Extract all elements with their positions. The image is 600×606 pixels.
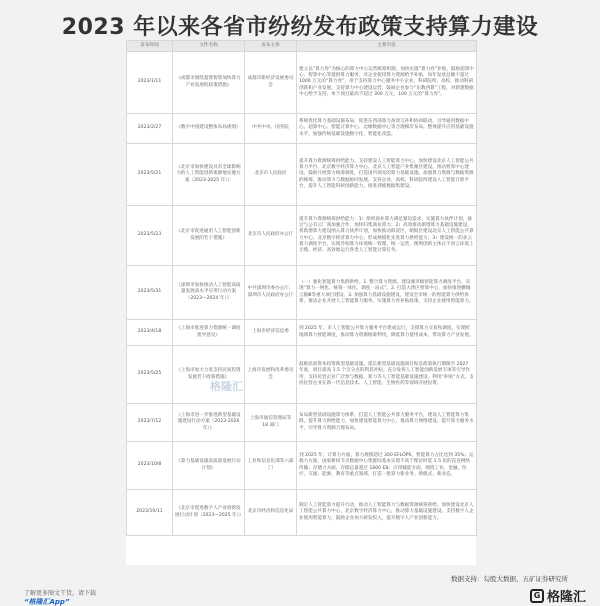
cell-content: 系统优化算力基础设施布局，促进东西部算力高效互补和协同联动，引导通用数据中心、超算中心、智能计算中心、边缘数据中心等合理梯次布局。整体提升应用基础设施水平，加强传统基础设施数字化、智能化改造。	[297, 114, 477, 144]
brand-logo	[530, 586, 586, 605]
policy-table-container	[126, 40, 476, 565]
cell-file: 《深圳市加快推动人工智能高质量发展高水平应用行动方案（2023—2024 年）》	[173, 266, 245, 320]
logo-icon: G	[530, 589, 544, 603]
source-note: 数据支持：勾股大数据、五矿证券研究所	[451, 575, 568, 583]
watermark: 格隆汇	[210, 380, 243, 393]
cell-file: 《上海市推进算力资源统一调度指导意见》	[173, 320, 245, 346]
table-header-row	[127, 41, 477, 52]
cell-content: 到 2025 年，计算力方面，算力规模超过 300 EFLOPS，智能算力占比达到 35%；运载力方面，国家枢纽节点数据中心集群间基本实现不高于理论时延 1.5 倍的直连网络传输；存储力方面，存储总量超过 1800 EB；应用赋能方面，围绕工业、金融、医疗、交通、能源、教育等重点领域，打造一批算力新业务、新模式、新业态。	[297, 442, 477, 490]
header-publisher: 发布主体	[245, 41, 297, 52]
page-title: 2023 年以来各省市纷纷发布政策支持算力建设	[61, 15, 539, 40]
table-row	[127, 442, 477, 490]
cell-file: 《北京市促进通用人工智能创新发展的若干措施》	[173, 206, 245, 266]
header-date: 发布时间	[127, 41, 173, 52]
header-content: 主要内容	[297, 41, 477, 52]
cell-content: （一）强化智能算力集群供给。1. 整合算力资源，建设城市级智能算力调度平台，实现“算力一网化、统筹一体化、调度一站式”。2. 打造大湾区智算中心，加快推进鹏城云脑Ⅲ等重大项目建设。3. 加强算力基础设施建设，建设全市统一的智能算力供给体系，推动企业开展人工智能算力服务。实施算力券补贴政策，支持企业使用智能算力。	[297, 266, 477, 320]
cell-date: 2023/4/18	[127, 320, 173, 346]
cell-publisher: 中共中央、国务院	[245, 114, 297, 144]
cell-date: 2023/5/31	[127, 266, 173, 320]
table-row	[127, 404, 477, 442]
logo-text: 格隆汇	[546, 590, 586, 605]
footer-app-link[interactable]: “格隆汇App”	[24, 598, 70, 606]
footer-promo	[24, 590, 96, 606]
table-row	[127, 52, 477, 114]
table-row	[127, 490, 477, 536]
cell-file: 《上海市加大力度支持民间投资发展若干政策措施》	[173, 346, 245, 404]
cell-publisher: 成都市新经济发展委员会	[245, 52, 297, 114]
cell-date: 2023/7/12	[127, 404, 173, 442]
cell-content: 提升算力资源统筹供给能力：1）组织商业算力满足紧迫需求，实施算力伙伴计划，通过与公有云厂商加强合作，加快归集商业算力；2）高效推动新增算力基础设施建设，将新增算力建设纳入算力伙伴计划，加快推动海淀区、朝阳区建设北京人工智能公共算力中心、北京数字经济算力中心，形成规模化先进算力供给能力；3）建设统一的多云算力调度平台，实现异构算力环境统一管理、统一运营，便利创新主体在不同云环境上无缝、经济、高效地运行各类人工智能计算任务。	[297, 206, 477, 266]
table-row	[127, 206, 477, 266]
table-row	[127, 266, 477, 320]
cell-file: 《数字中国建设整体布局规划》	[173, 114, 245, 144]
cell-file: 《成都市围绕超算智算加快算力产业发展的政策措施》	[173, 52, 245, 114]
cell-content: 制定人工智能算力提升行动，推动人工智能算力与数据资源统筹供给。加快建设北京人工智能公共算力中心、北京数字经济算力中心，推动算力基础设施建设。支持数字人企业使用智能算力，鼓励企业加大研发投入，提升数字人产业创新能力。	[297, 490, 477, 536]
cell-publisher: 北京市人民政府办公厅	[245, 206, 297, 266]
cell-file: 《算力基础设施高质量发展行动计划》	[173, 442, 245, 490]
table-row	[127, 346, 477, 404]
cell-date: 2023/1/11	[127, 52, 173, 114]
cell-publisher: 中共深圳市委办公厅、深圳市人民政府办公厅	[245, 266, 297, 320]
cell-publisher: 北京市人民政府	[245, 144, 297, 206]
cell-publisher: 上海市通信管理局等 18 部门	[245, 404, 297, 442]
table-row	[127, 320, 477, 346]
cell-content: 鼓励民间资本投资新型基础设施。延长新型基础设施项目贴息政策执行期限至 2027 年底，项目最高 1.5 个百分点的利息补贴。充分发挥人工智能创新发展专项等引导作用，支持民营企业广泛参与数据、算力等人工智能基础设施建设，利用“补贴”方式，支持民营企业在新一代信息技术、人工智能、生物医药等领域开展投资。	[297, 346, 477, 404]
cell-date: 2023/10/11	[127, 490, 173, 536]
cell-publisher: 上海市发展和改革委员会	[245, 346, 297, 404]
cell-file: 《北京市加快建设具有全球影响力的人工智能创新策源地实施方案（2023-2025 年）》	[173, 144, 245, 206]
cell-date: 2023/5/23	[127, 206, 173, 266]
cell-content: 建立以“算力券”为核心的算力中心运营统筹机制，加快实施“算力券”补贴，鼓励超算中心、智算中心等提供算力服务。对企业使用算力资源给予补贴，每年发放总额不超过 1000 万元的“算力券”，用于支持算力中心服务中小企业、科研院所、高校，推动科研创新和产业发展。支持算力中心建设运营，鼓励企业参与“东数西算”工程，对新建数据中心给予支持，单个项目最高不超过 300 万元、100 万元的“算力券”。	[297, 52, 477, 114]
cell-content: 到 2025 年，市人工智能公共算力服务平台建成运行，支撑算力交易和调度，实现跨地域算力智能调度，推动算力资源统筹利用，降低算力使用成本，带动算力产业发展。	[297, 320, 477, 346]
cell-file: 《北京市促进数字人产业创新发展行动计划（2023—2025 年）》	[173, 490, 245, 536]
cell-publisher: 工业和信息化部等六部门	[245, 442, 297, 490]
footer-text: 了解更多图文干货，请下载	[24, 590, 97, 597]
header-file: 文件名称	[173, 41, 245, 52]
cell-date: 2023/2/27	[127, 114, 173, 144]
cell-publisher: 北京市经济和信息化局	[245, 490, 297, 536]
cell-date: 2023/10/8	[127, 442, 173, 490]
cell-date: 2023/5/21	[127, 144, 173, 206]
cell-content: 布局新型基础设施算力体系，打造人工智能公共算力服务平台，建设人工智能算力集群，提升算力供给能力，加快建设智能算力中心，推动算力网络建设，提升算力服务水平，引导算力资源合理布局。	[297, 404, 477, 442]
table-row	[127, 144, 477, 206]
cell-content: 提升算力资源统筹供给能力。支持建设人工智能算力中心，加快建设北京人工智能公共算力平台、北京数字经济算力中心、北京人工智能产业集聚区建设。推动智算中心建设，鼓励开展算力统筹调度，打造国内领先的算力基础设施。加强算力资源与数据资源的统筹，推动算力与数据协同发展。支持企业、高校、科研院所建设人工智能计算平台，提升人工智能科研创新能力。推进训练数据集建设。	[297, 144, 477, 206]
cell-date: 2023/5/25	[127, 346, 173, 404]
policy-table	[126, 40, 477, 536]
cell-file: 《上海市进一步推进新型基础设施建设行动方案（2023-2026 年）》	[173, 404, 245, 442]
cell-publisher: 上海市经济信息委	[245, 320, 297, 346]
table-row	[127, 114, 477, 144]
